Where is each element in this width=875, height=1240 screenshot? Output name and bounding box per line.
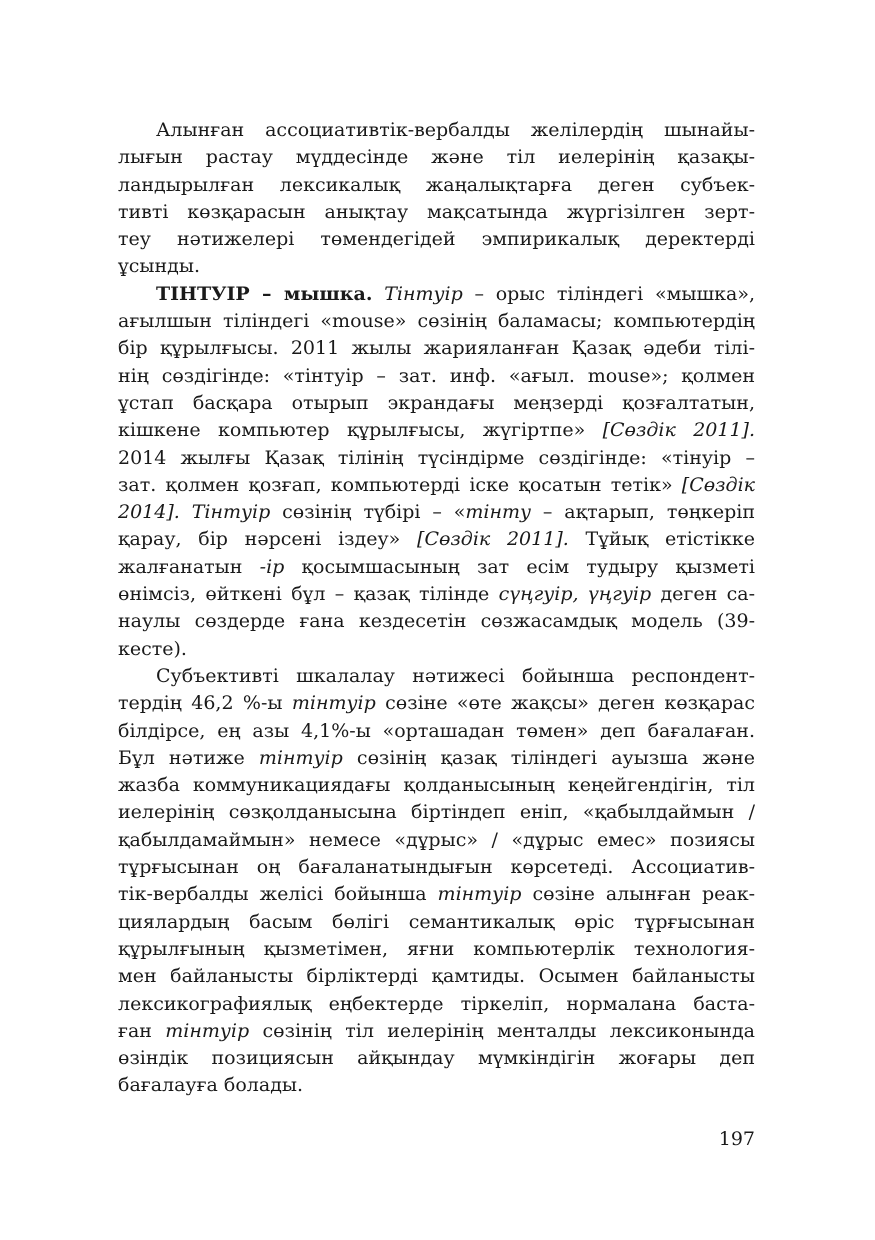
text-run: тердің 46,2 %-ы (118, 692, 283, 715)
text-line: кесте). (118, 637, 187, 660)
text-line (118, 499, 755, 526)
text-line: бағалауға болады. (118, 1074, 304, 1097)
italic-term: Тінтуір (191, 501, 271, 524)
paragraph-2 (118, 281, 755, 663)
text-line: білдірсе, ең азы 4,1%-ы «орташадан төмен» деп бағалаған. (118, 719, 755, 742)
text-line: циялардың басым бөлігі семантикалық өріс тұрғысынан (118, 910, 755, 933)
text-run: Тұйық етістікке (585, 528, 756, 551)
text-line: ландырылған лексикалық жаңалықтарға деген субъек- (118, 173, 755, 196)
text-line: теу нәтижелері төмендегідей эмпирикалық деректерді (118, 228, 755, 251)
text-line (118, 281, 755, 308)
text-line (118, 554, 755, 581)
text-line: жазба коммуникациядағы қолданысының кеңейгендігін, тіл (118, 774, 755, 797)
text-run: қарау, бір нәрсені іздеу» (118, 528, 401, 551)
text-line (118, 690, 755, 717)
text-line (118, 472, 755, 499)
italic-term: тінтуір (165, 1019, 250, 1042)
text-line: ағылшын тіліндегі «mouse» сөзінің баламасы; компьютердің (118, 310, 755, 333)
text-run: Бұл нәтиже (118, 746, 245, 769)
text-run: сөзінің қазақ тіліндегі ауызша және (356, 746, 755, 769)
italic-term: сүңгуір, үңгуір (498, 583, 652, 606)
text-line: өзіндік позициясын айқындау мүмкіндігін жоғары деп (118, 1047, 755, 1070)
text-line: наулы сөздерде ғана кездесетін сөзжасамдық модель (39- (118, 610, 755, 633)
text-run: өнімсіз, өйткені бұл – қазақ тілінде (118, 583, 490, 606)
page-number: 197 (718, 1128, 755, 1150)
text-line (118, 581, 755, 608)
text-line: Алынған ассоциативтік-вербалды желілердің шынайы- (156, 119, 755, 141)
text-line: тивті көзқарасын анықтау мақсатында жүргізілген зерт- (118, 200, 755, 223)
italic-term: тінту (465, 501, 532, 524)
italic-term: тінтуір (258, 746, 343, 769)
text-line: иелерінің сөзқолданысына біртіндеп еніп, «қабылдаймын / (118, 801, 755, 824)
citation: 2014]. (118, 501, 180, 524)
entry-headword: ТІНТУІР – мышка. (156, 282, 373, 305)
italic-term: Тінтуір (384, 282, 463, 305)
text-line: лексикографиялық еңбектерде тіркеліп, нормалана баста- (118, 992, 755, 1015)
text-run: ған (118, 1019, 152, 1042)
text-run: деген са- (660, 583, 755, 606)
text-run: кішкене компьютер құрылғысы, жүгіртпе» (118, 419, 586, 442)
text-run: сөзіне алынған реак- (532, 883, 755, 906)
citation: [Сөздік (681, 473, 755, 496)
text-line: нің сөздігінде: «тінтуір – зат. инф. «ағыл. mouse»; қолмен (118, 364, 755, 387)
text-line: тұрғысынан оң бағаланатындығын көрсетеді. Ассоциатив- (118, 856, 755, 879)
text-run: тік-вербалды желісі бойынша (118, 883, 427, 906)
text-line: лығын растау мүддесінде және тіл иелерінің қазақы- (118, 146, 755, 169)
text-run: сөзінің түбірі – « (282, 501, 466, 524)
text-line: ұстап басқара отырып экрандағы меңзерді қозғалтатын, (118, 391, 755, 414)
citation: [Сөздік 2011]. (602, 419, 755, 442)
text-line: ұсынды. (118, 255, 201, 278)
italic-term: -ір (259, 555, 285, 578)
text-line: қабылдамаймын» немесе «дұрыс» / «дұрыс емес» позиясы (118, 828, 755, 851)
text-run: сөзіне «өте жақсы» деген көзқарас (385, 692, 755, 715)
text-line: мен байланысты бірліктерді қамтиды. Осымен байланысты (118, 965, 755, 988)
text-line: құрылғының қызметімен, яғни компьютерлік технология- (118, 937, 755, 960)
text-line: Субъективті шкалалау нәтижесі бойынша респондент- (156, 664, 755, 687)
text-run: сөзінің тіл иелерінің менталды лексиконында (262, 1019, 756, 1042)
text-line: 2014 жылғы Қазақ тілінің түсіндірме сөздігінде: «тінуір – (118, 446, 755, 469)
text-run: – орыс тіліндегі «мышка», (474, 282, 756, 305)
text-run: – ақтарып, төңкеріп (542, 501, 755, 524)
text-line (118, 745, 755, 772)
italic-term: тінтуір (291, 692, 376, 715)
citation: [Сөздік 2011]. (417, 528, 569, 551)
paragraph-3 (118, 663, 755, 1100)
paragraph-1 (118, 117, 755, 281)
italic-term: тінтуір (437, 883, 522, 906)
text-line (118, 881, 755, 908)
page-body (118, 117, 755, 1100)
text-run: жалғанатын (118, 555, 243, 578)
text-run: зат. қолмен қозғап, компьютерді іске қосатын тетік» (118, 473, 673, 496)
text-run: қосымшасының зат есім тудыру қызметі (301, 555, 756, 578)
text-line (118, 417, 755, 444)
text-line: бір құрылғысы. 2011 жылы жарияланған Қазақ әдеби тілі- (118, 337, 755, 360)
text-line (118, 1018, 755, 1045)
text-line (118, 526, 755, 553)
